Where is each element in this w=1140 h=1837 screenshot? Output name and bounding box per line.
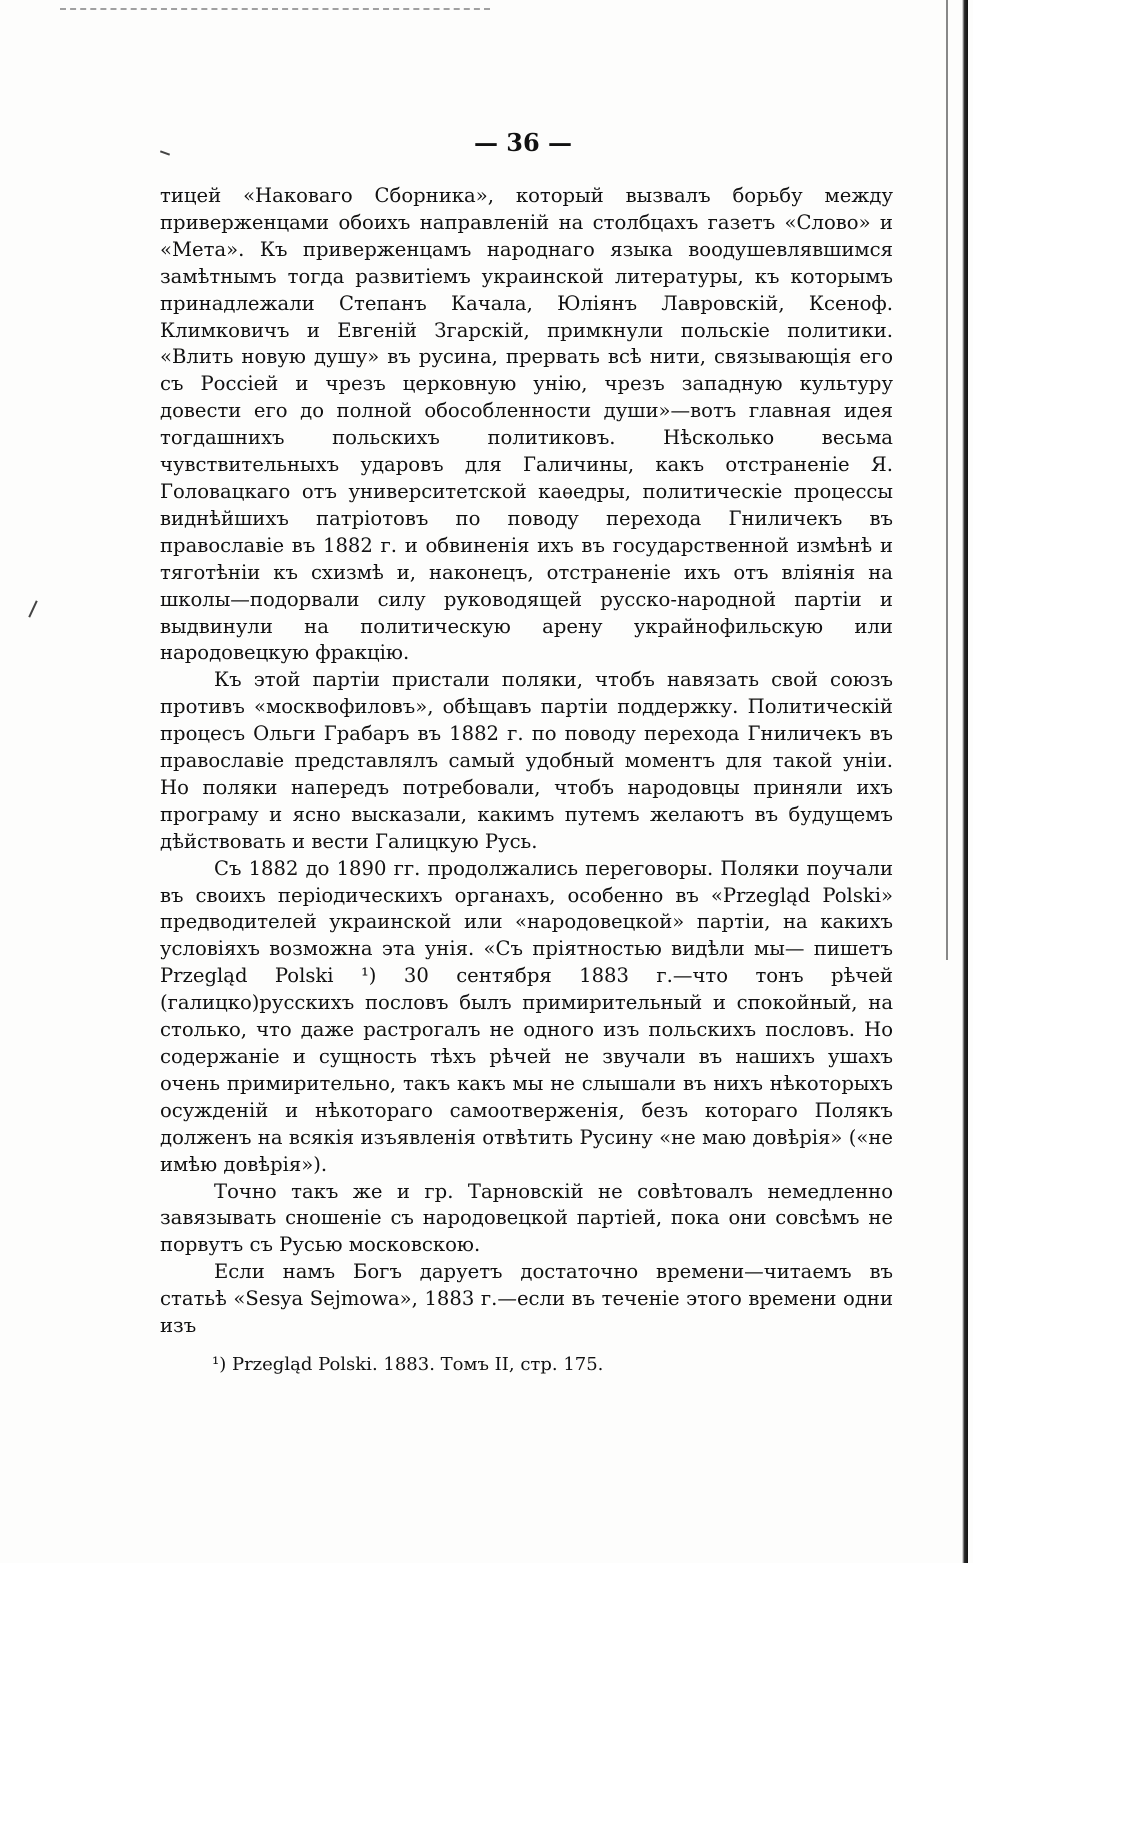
paragraph: Съ 1882 до 1890 гг. продолжались переговоры. Поляки поучали въ своихъ періодическихъ органахъ, особенно въ «Przegląd Polski» предводителей украинской или «народовецкой» партіи, на какихъ условіяхъ возможна эта унія. «Съ пріятностью видѣли мы— пишетъ Przegląd Polski ¹) 30 сентября 1883 г.—что тонъ рѣчей (галицко)русскихъ пословъ былъ примирительный и спокойный, на столько, что даже растрогалъ не одного изъ польскихъ пословъ. Но содержаніе и сущность тѣхъ рѣчей не звучали въ нашихъ ушахъ очень примирительно, такъ какъ мы не слышали въ нихъ нѣкоторыхъ осужденій и нѣкотораго самоотверженія, безъ котораго Полякъ долженъ на всякія изъявленія отвѣтить Русину «не маю довѣрія» («не имѣю довѣрія»). bbox=[160, 856, 893, 1176]
paragraph: Къ этой партіи пристали поляки, чтобъ навязать свой союзъ противъ «москвофиловъ», обѣщавъ партіи поддержку. Политическій процесъ Ольги Грабаръ въ 1882 г. по поводу перехода Гниличекъ въ православіе представлялъ самый удобный моментъ для такой уніи. Но поляки напередъ потребовали, чтобъ народовцы приняли ихъ програму и ясно высказали, какимъ путемъ желаютъ въ будущемъ дѣйствовать и вести Галицкую Русь. bbox=[160, 668, 893, 853]
paragraph: тицей «Наковаго Сборника», который вызвалъ борьбу между приверженцами обоихъ направленій на столбцахъ газетъ «Слово» и «Мета». Къ приверженцамъ народнаго языка воодушевлявшимся замѣтнымъ тогда развитіемъ украинской литературы, къ которымъ принадлежали Степанъ Качала, Юліянъ Лавровскій, Ксеноф. Климковичъ и Евгеній Згарскій, примкнули польскіе политики. «Влить новую душу» въ русина, прервать всѣ нити, связывающія его съ Россіей и чрезъ церковную унію, чрезъ западную культуру довести его до полной обособленности души»—вотъ главная идея тогдашнихъ польскихъ политиковъ. Нѣсколько весьма чувствительныхъ ударовъ для Галичины, какъ отстраненіе Я. Головацкаго отъ университетской каѳедры, политическіе процессы виднѣйшихъ патріотовъ по поводу перехода Гниличекъ въ православіе въ 1882 г. и обвиненія ихъ въ государственной измѣнѣ и тяготѣніи къ схизмѣ и, наконецъ, отстраненіе ихъ отъ вліянія на школы—подорвали силу руководящей русско-народной партіи и выдвинули на политическую арену украйнофильскую или народовецкую фракцію. bbox=[160, 184, 893, 665]
scan-artifact-edge bbox=[962, 0, 968, 1563]
body-text bbox=[160, 183, 893, 1340]
footnote: ¹) Przegląd Polski. 1883. Томъ II, стр. 175. bbox=[212, 1354, 604, 1375]
scan-artifact-top bbox=[60, 8, 490, 10]
scan-artifact-mark bbox=[28, 600, 37, 617]
paragraph: Точно такъ же и гр. Тарновскій не совѣтовалъ немедленно завязывать сношеніе съ народовецкой партіей, пока они совсѣмъ не порвутъ съ Русью московскою. bbox=[160, 1179, 893, 1257]
paragraph: Если намъ Богъ даруетъ достаточно времени—читаемъ въ статьѣ «Sesya Sejmowa», 1883 г.—если въ теченіе этого времени одни изъ bbox=[160, 1260, 893, 1338]
page-number: — 36 — bbox=[473, 128, 573, 157]
